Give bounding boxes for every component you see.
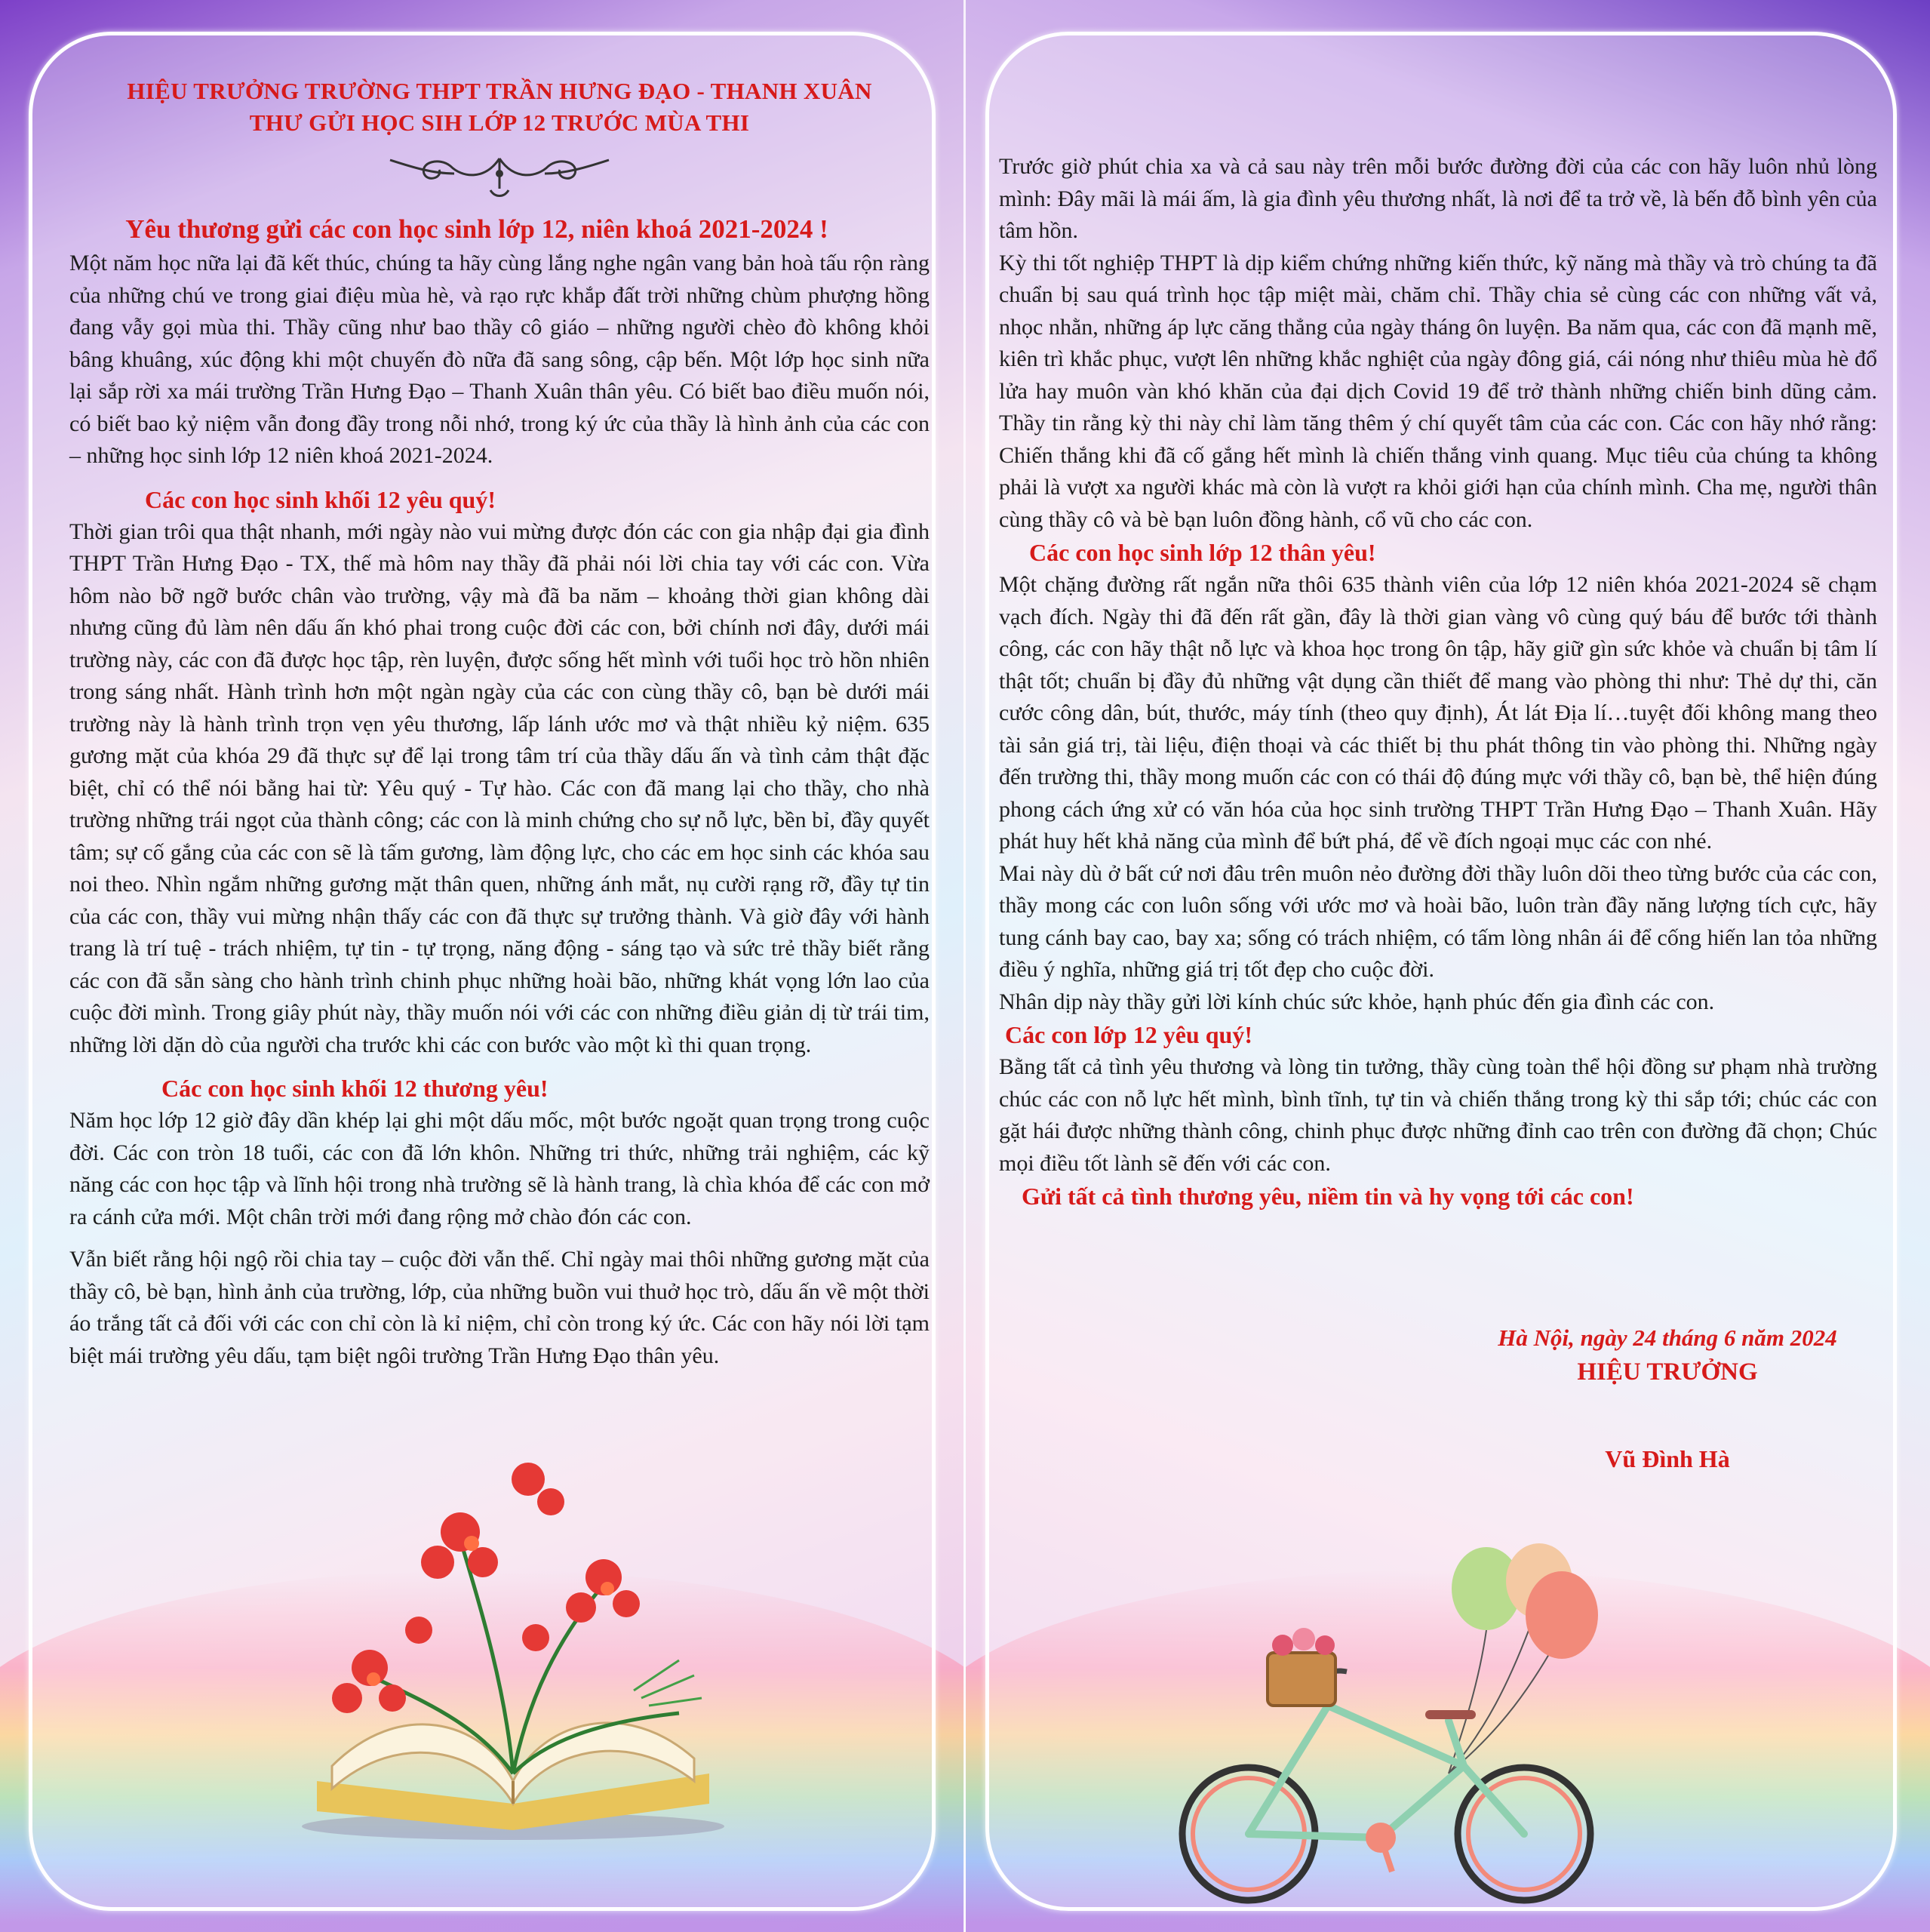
right-paragraph-6: Bằng tất cả tình yêu thương và lòng tin tưởng, thầy cùng toàn thể hội đồng sư phạm nhà trường chúc các con nỗ lực hết mình, bình tĩnh, tự tin và chiến thắng trong kỳ thi sắp tới; chúc các con gặt hái được những thành công, chinh phục được những đỉnh cao trên con đường đã chọn; Chúc mọi điều tốt lành sẽ đến với các con. [999, 1054, 1877, 1176]
left-page [0, 0, 964, 1932]
left-heading-2: Các con học sinh khối 12 yêu quý! [145, 485, 496, 513]
signature-name: Vũ Đình Hà [1605, 1445, 1730, 1472]
right-paragraph-1: Trước giờ phút chia xa và cả sau này trên mỗi bước đường đời của các con hãy luôn nhủ lòng mình: Đây mãi là mái ấm, là gia đình yêu thương nhất, là nơi để ta trở về, là bến đỗ bình yên của tâm hồn. [999, 154, 1877, 243]
header-line-2: THƯ GỬI HỌC SIH LỚP 12 TRƯỚC MÙA THI [249, 109, 750, 136]
left-paragraph-4: Vẫn biết rằng hội ngộ rồi chia tay – cuộc đời vẫn thế. Chỉ ngày mai thôi những gương mặt của thầy cô, bè bạn, hình ảnh của trường, lớp, của những buồn vui thuở học trò, dấu ấn về một thời áo trắng tất cả đối với các con chỉ còn là kỉ niệm, chỉ còn trong ký ức. Các con hãy nói lời tạm biệt mái trường yêu dấu, tạm biệt ngôi trường Trần Hưng Đạo thân yêu. [69, 1247, 930, 1368]
left-paragraph-3: Năm học lớp 12 giờ đây dần khép lại ghi một dấu mốc, một bước ngoặt quan trọng trong cuộc đời. Các con tròn 18 tuổi, các con đã lớn khôn. Những tri thức, những trải nghiệm, các kỹ năng các con học tập và lĩnh hội trong nhà trường sẽ là hành trang, là chìa khóa để các con mở ra cánh cửa mới. Một chân trời mới đang rộng mở chào đón các con. [69, 1108, 930, 1229]
right-paragraph-3: Một chặng đường rất ngắn nữa thôi 635 thành viên của lớp 12 niên khóa 2021-2024 sẽ chạm vạch đích. Ngày thi đã đến rất gần, đây là thời gian vàng vô cùng quý báu để bước tới thành công, các con hãy thật nỗ lực và khoa học trong ôn tập, hãy giữ gìn sức khỏe và chuẩn bị tâm lí thật tốt; chuẩn bị đầy đủ những vật dụng cần thiết để mang vào phòng thi như: Thẻ dự thi, căn cước công dân, bút, thước, máy tính (theo quy định), Át lát Địa lí…tuyệt đối không mang theo tài sản giá trị, tài liệu, điện thoại và các thiết bị thu phát thông tin vào phòng thi. Những ngày đến trường thi, thầy mong muốn các con có thái độ đúng mực với thầy cô, bạn bè, thể hiện đúng phong cách ứng xử có văn hóa của học sinh trường THPT Trần Hưng Đạo – Thanh Xuân. Hãy phát huy hết khả năng của mình để bứt phá, để về đích ngoại mục các con nhé. [999, 572, 1877, 854]
right-paragraph-2: Kỳ thi tốt nghiệp THPT là dịp kiểm chứng những kiến thức, kỹ năng mà thầy và trò chúng ta đã chuẩn bị sau quá trình học tập miệt mài, chăm chỉ. Thầy chia sẻ cùng các con những vất vả, nhọc nhằn, những áp lực căng thẳng của ngày tháng ôn luyện. Ba năm qua, các con đã mạnh mẽ, kiên trì khắc phục, vượt lên những khắc nghiệt của ngày đông giá, cái nóng như thiêu mùa hè đổ lửa hay muôn vàn khó khăn của đại dịch Covid 19 để trở thành những chiến binh dũng cảm. Thầy tin rằng kỳ thi này chỉ làm tăng thêm ý chí quyết tâm của các con. Các con hãy nhớ rằng: Chiến thắng khi đã cố gắng hết mình là chiến thắng vinh quang. Mục tiêu của chúng ta không phải là vượt xa người khác mà còn là vượt ra khỏi giới hạn của chính mình. Cha mẹ, người thân cùng thầy cô và bè bạn luôn đồng hành, cổ vũ cho các con. [999, 250, 1877, 532]
right-heading-2: Các con lớp 12 yêu quý! [1005, 1021, 1252, 1048]
right-paragraph-5: Nhân dịp này thầy gửi lời kính chúc sức khỏe, hạnh phúc đến gia đình các con. [999, 989, 1715, 1014]
closing-line: Gửi tất cả tình thương yêu, niềm tin và hy vọng tới các con! [1022, 1183, 1634, 1210]
letter-title: Yêu thương gửi các con học sinh lớp 12, niên khoá 2021-2024 ! [125, 214, 828, 244]
book-and-flowers-illustration [287, 1449, 754, 1841]
left-content [69, 75, 930, 1372]
signature-role: HIỆU TRƯỞNG [1577, 1358, 1758, 1386]
bicycle-with-balloons-illustration [1132, 1517, 1645, 1909]
ornament-flourish-icon [386, 143, 613, 204]
right-content [999, 151, 1877, 1213]
left-heading-3: Các con học sinh khối 12 thương yêu! [161, 1075, 549, 1102]
left-paragraph-2: Thời gian trôi qua thật nhanh, mới ngày nào vui mừng được đón các con gia nhập đại gia đình THPT Trần Hưng Đạo - TX, thế mà hôm nay thầy đã phải nói lời chia tay với các con. Vừa hôm nào bỡ ngỡ bước chân vào trường, vậy mà đã ba năm – khoảng thời gian không dài nhưng cũng đủ làm nên dấu ấn khó phai trong cuộc đời các con, bởi chính nơi đây, dưới mái trường này, các con đã được học tập, rèn luyện, được sống hết mình với tuổi học trò hồn nhiên trong sáng nhất. Hành trình hơn một ngàn ngày của các con cùng thầy cô, bạn bè dưới mái trường này là hành trình trọn vẹn yêu thương, lấp lánh ước mơ và thật nhiều kỷ niệm. 635 gương mặt của khóa 29 đã thực sự để lại trong tâm trí của thầy dấu ấn và tình cảm thật đặc biệt, chỉ có thể nói bằng hai từ: Yêu quý - Tự hào. Các con đã mang lại cho thầy, cho nhà trường những trái ngọt của thành công; các con là minh chứng cho sự nỗ lực, bền bỉ, đầy quyết tâm; sự cố gắng của các con sẽ là tấm gương, làm động lực, cho các em học sinh các khóa sau noi theo. Nhìn ngắm những gương mặt thân quen, những ánh mắt, nụ cười rạng rỡ, đầy tự tin của các con, thầy vui mừng nhận thấy các con đã thực sự trưởng thành. Và giờ đây với hành trang là trí tuệ - trách nhiệm, tự tin - tự trọng, năng động - sáng tạo và sức trẻ thầy biết rằng các con đã sẵn sàng cho hành trình chinh phục những hoài bão, những khát vọng lớn lao của cuộc đời mình. Trong giây phút này, thầy muốn nói với các con những điều giản dị từ trái tim, những lời dặn dò của người cha trước khi các con bước vào một kì thi quan trọng. [69, 518, 930, 1057]
header-line-1: HIỆU TRƯỞNG TRƯỜNG THPT TRẦN HƯNG ĐẠO - THANH XUÂN [127, 78, 872, 104]
right-paragraph-4: Mai này dù ở bất cứ nơi đâu trên muôn nẻo đường đời thầy luôn dõi theo từng bước của các con, thầy mong các con luôn sống với ước mơ và hoài bão, luôn tràn đầy năng lượng tích cực, hãy tung cánh bay cao, bay xa; sống có trách nhiệm, có tấm lòng nhân ái để cống hiến lan tỏa những điều ý nghĩa, những giá trị tốt đẹp cho cuộc đời. [999, 860, 1877, 982]
left-paragraph-1: Một năm học nữa lại đã kết thúc, chúng ta hãy cùng lắng nghe ngân vang bản hoà tấu rộn ràng của những chú ve trong giai điệu mùa hè, và rạo rực khắp đất trời những chùm phượng hồng đang vẫy gọi mùa thi. Thầy cũng như bao thầy cô giáo – những người chèo đò không khỏi bâng khuâng, xúc động khi một chuyến đò nữa đã sang sông, cập bến. Một lớp học sinh nữa lại sắp rời xa mái trường Trần Hưng Đạo – Thanh Xuân thân yêu. Có biết bao điều muốn nói, có biết bao kỷ niệm vẫn đong đầy trong nỗi nhớ, trong ký ức của thầy là hình ảnh của các con – những học sinh lớp 12 niên khoá 2021-2024. [69, 251, 930, 468]
right-heading-1: Các con học sinh lớp 12 thân yêu! [1029, 539, 1376, 566]
signature-date: Hà Nội, ngày 24 tháng 6 năm 2024 [1498, 1324, 1837, 1351]
right-page [966, 0, 1930, 1932]
